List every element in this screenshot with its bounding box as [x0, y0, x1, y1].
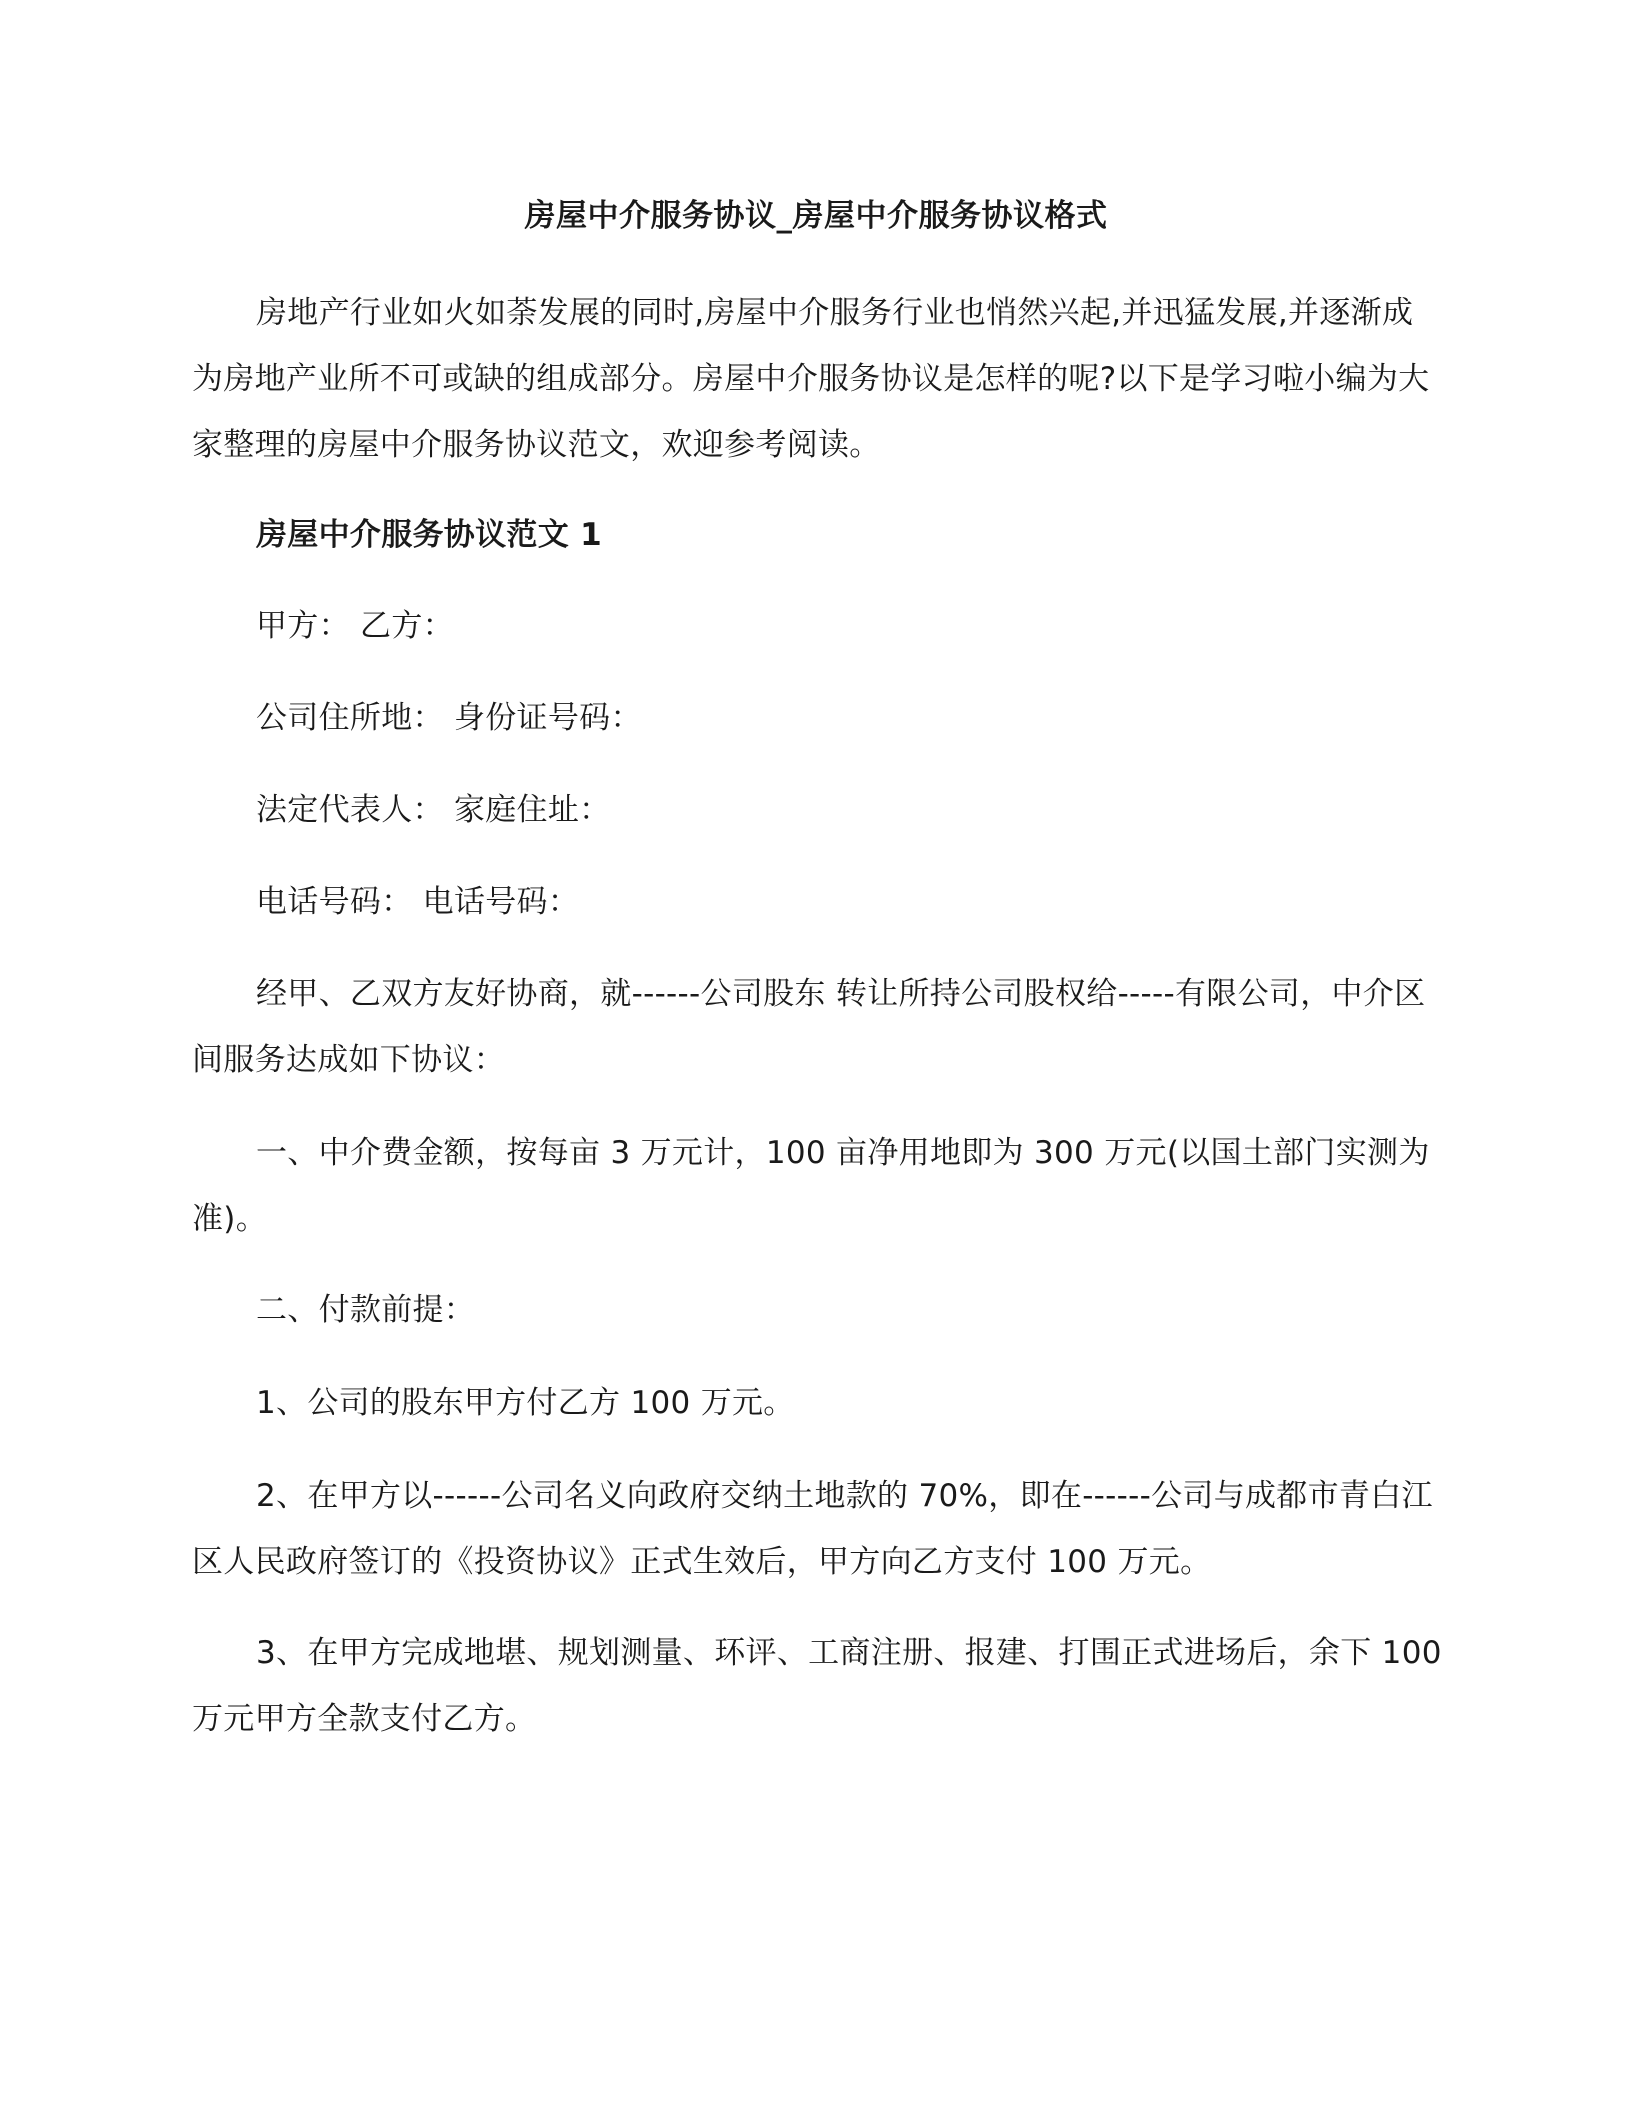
- item-2-paragraph: 2、在甲方以------公司名义向政府交纳土地款的 70%，即在------公司与成都市青白江区人民政府签订的《投资协议》正式生效后，甲方向乙方支付 100 万元。: [192, 1478, 1433, 1580]
- agreement-intro-paragraph: 经甲、乙双方友好协商，就------公司股东 转让所持公司股权给-----有限公司，中介区间服务达成如下协议：: [192, 976, 1426, 1078]
- section-heading: 房屋中介服务协议范文 1: [256, 517, 602, 553]
- item-3-paragraph: 3、在甲方完成地堪、规划测量、环评、工商注册、报建、打围正式进场后，余下 100 万元甲方全款支付乙方。: [192, 1635, 1442, 1737]
- document-title: 房屋中介服务协议_房屋中介服务协议格式: [524, 198, 1108, 234]
- clause-1-paragraph: 一、中介费金额，按每亩 3 万元计，100 亩净用地即为 300 万元(以国土部门实测为准)。: [192, 1135, 1430, 1237]
- representative-line: 法定代表人： 家庭住址：: [256, 792, 611, 828]
- item-1-paragraph: 1、公司的股东甲方付乙方 100 万元。: [256, 1385, 795, 1421]
- clause-2-heading: 二、付款前提：: [256, 1292, 476, 1328]
- party-line: 甲方： 乙方：: [256, 608, 454, 644]
- phone-line: 电话号码： 电话号码：: [256, 884, 580, 920]
- address-line: 公司住所地： 身份证号码：: [256, 700, 642, 736]
- intro-paragraph: 房地产行业如火如荼发展的同时,房屋中介服务行业也悄然兴起,并迅猛发展,并逐渐成为房地产业所不可或缺的组成部分。房屋中介服务协议是怎样的呢?以下是学习啦小编为大家整理的房屋中介服务协议范文，欢迎参考阅读。: [192, 295, 1430, 463]
